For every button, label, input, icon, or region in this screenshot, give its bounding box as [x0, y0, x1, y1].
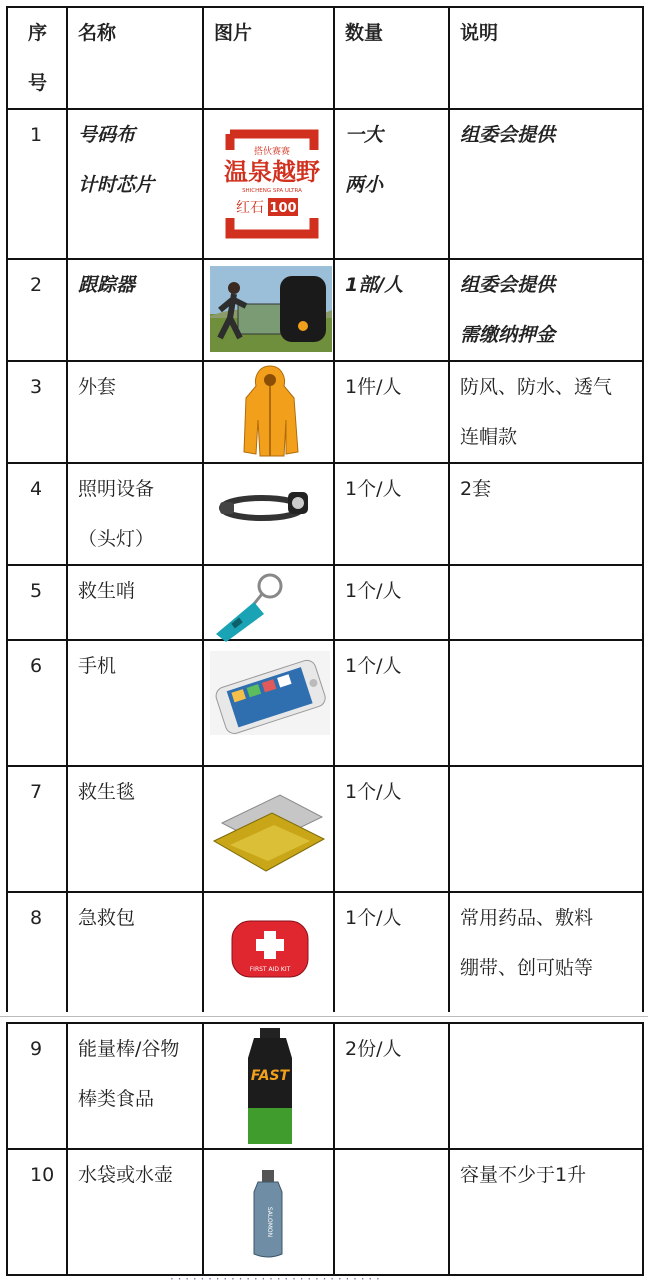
- item-note: [449, 892, 643, 1016]
- item-image-cell: [203, 1149, 334, 1275]
- svg-text:FAST: FAST: [250, 1068, 290, 1084]
- item-name: [67, 1149, 203, 1275]
- table-row: [7, 892, 643, 1016]
- row-number: 5: [7, 565, 67, 640]
- svg-text:SHICHENG SPA ULTRA: SHICHENG SPA ULTRA: [242, 188, 302, 194]
- row-number: 6: [7, 640, 67, 766]
- watermark-text: · · · · · · · · · · · · · · · · · · · · · · · · · · · ·: [170, 1272, 380, 1286]
- equipment-table: [6, 6, 644, 1017]
- table-row: [7, 1023, 643, 1149]
- soft-flask-icon: [248, 1170, 288, 1279]
- table-row: [7, 361, 643, 463]
- headlamp-icon: [218, 484, 310, 547]
- item-note: [449, 640, 643, 766]
- energy-gel-icon: [240, 1028, 300, 1167]
- item-name-line: 能量棒/谷物: [78, 1038, 180, 1060]
- item-note: [449, 361, 643, 463]
- item-note: [449, 766, 643, 892]
- item-name-line: 棒类食品: [78, 1088, 155, 1110]
- row-number: 2: [7, 259, 67, 361]
- item-quantity-line: 1个/人: [345, 781, 402, 803]
- table-row: [7, 109, 643, 259]
- item-note-line: 防风、防水、透气: [460, 376, 613, 398]
- item-name-line: 计时芯片: [78, 174, 155, 196]
- row-number: 1: [7, 109, 67, 259]
- item-image-cell: [203, 109, 334, 259]
- item-quantity: [334, 259, 449, 361]
- item-name-line: 号码布: [78, 124, 136, 146]
- item-name: [67, 1023, 203, 1149]
- item-note-line: 常用药品、敷料: [460, 907, 594, 929]
- item-image-cell: [203, 766, 334, 892]
- item-quantity: [334, 640, 449, 766]
- row-number: 4: [7, 463, 67, 565]
- svg-text:100: 100: [269, 201, 297, 216]
- item-name: [67, 640, 203, 766]
- emergency-blanket-icon: [210, 789, 328, 898]
- item-name-line: 水袋或水壶: [78, 1164, 174, 1186]
- item-quantity-line: 1个/人: [345, 907, 402, 929]
- item-name: [67, 259, 203, 361]
- table-row: [7, 640, 643, 766]
- svg-text:温泉越野: 温泉越野: [224, 158, 320, 186]
- item-note-line: 绷带、创可贴等: [460, 957, 594, 979]
- svg-text:FIRST AID KIT: FIRST AID KIT: [249, 966, 291, 973]
- item-name-line: 跟踪器: [78, 274, 136, 296]
- header-note: 说明: [449, 7, 643, 109]
- race-bib-icon: [212, 120, 332, 267]
- svg-text:红石: 红石: [236, 200, 264, 216]
- item-name-line: 照明设备: [78, 478, 155, 500]
- item-name-line: 手机: [78, 655, 117, 677]
- gps-tracker-icon: [210, 266, 332, 371]
- item-name: [67, 361, 203, 463]
- header-qty: 数量: [334, 7, 449, 109]
- item-name-line: （头灯）: [78, 528, 155, 550]
- row-number: 9: [7, 1023, 67, 1149]
- item-quantity: [334, 463, 449, 565]
- item-name: [67, 109, 203, 259]
- item-quantity-line: 1个/人: [345, 478, 402, 500]
- item-note-line: 组委会提供: [460, 124, 556, 146]
- item-quantity: [334, 565, 449, 640]
- item-quantity-line: 1个/人: [345, 580, 402, 602]
- header-image: 图片: [203, 7, 334, 109]
- item-note: [449, 565, 643, 640]
- item-quantity: [334, 1149, 449, 1275]
- item-quantity: [334, 361, 449, 463]
- svg-text:SALOMON: SALOMON: [266, 1206, 273, 1238]
- item-image-cell: [203, 565, 334, 640]
- table-row: [7, 766, 643, 892]
- item-quantity: [334, 1023, 449, 1149]
- item-name: [67, 565, 203, 640]
- item-note-line: 连帽款: [460, 426, 518, 448]
- item-note-line: 容量不少于1升: [460, 1164, 587, 1186]
- jacket-icon: [240, 364, 300, 479]
- item-name-line: 急救包: [78, 907, 136, 929]
- item-note: [449, 1149, 643, 1275]
- item-note: [449, 1023, 643, 1149]
- first-aid-kit-icon: [228, 915, 312, 1000]
- item-name: [67, 892, 203, 1016]
- equipment-table-continued: [6, 1022, 644, 1276]
- item-image-cell: [203, 463, 334, 565]
- row-number: 8: [7, 892, 67, 1016]
- item-quantity-line: 1部/人: [345, 274, 404, 296]
- phone-icon: [210, 651, 330, 754]
- item-image-cell: [203, 640, 334, 766]
- table-row: [7, 259, 643, 361]
- item-note: [449, 463, 643, 565]
- item-quantity-line: 两小: [345, 174, 384, 196]
- item-image-cell: [203, 1023, 334, 1149]
- table-row: [7, 1149, 643, 1275]
- table-row: [7, 463, 643, 565]
- item-note: [449, 109, 643, 259]
- item-name: [67, 766, 203, 892]
- item-name: [67, 463, 203, 565]
- table-row: [7, 565, 643, 640]
- item-name-line: 救生毯: [78, 781, 136, 803]
- item-name-line: 救生哨: [78, 580, 136, 602]
- item-quantity-line: 一大: [345, 124, 384, 146]
- page-separator: [0, 1016, 648, 1017]
- row-number: 10: [7, 1149, 67, 1275]
- item-image-cell: [203, 892, 334, 1016]
- svg-text:搭伙赛赛: 搭伙赛赛: [253, 147, 291, 157]
- item-quantity-line: 1个/人: [345, 655, 402, 677]
- item-image-cell: [203, 361, 334, 463]
- item-note-line: 组委会提供: [460, 274, 556, 296]
- item-quantity-line: 1件/人: [345, 376, 402, 398]
- item-note: [449, 259, 643, 361]
- row-number: 7: [7, 766, 67, 892]
- header-no: 序 号: [7, 7, 67, 109]
- header-name: 名称: [67, 7, 203, 109]
- item-quantity: [334, 109, 449, 259]
- item-name-line: 外套: [78, 376, 117, 398]
- item-quantity-line: 2份/人: [345, 1038, 402, 1060]
- item-note-line: 2套: [460, 478, 492, 500]
- item-quantity: [334, 892, 449, 1016]
- item-quantity: [334, 766, 449, 892]
- item-image-cell: [203, 259, 334, 361]
- row-number: 3: [7, 361, 67, 463]
- item-note-line: 需缴纳押金: [460, 324, 556, 346]
- header-row: [7, 7, 643, 109]
